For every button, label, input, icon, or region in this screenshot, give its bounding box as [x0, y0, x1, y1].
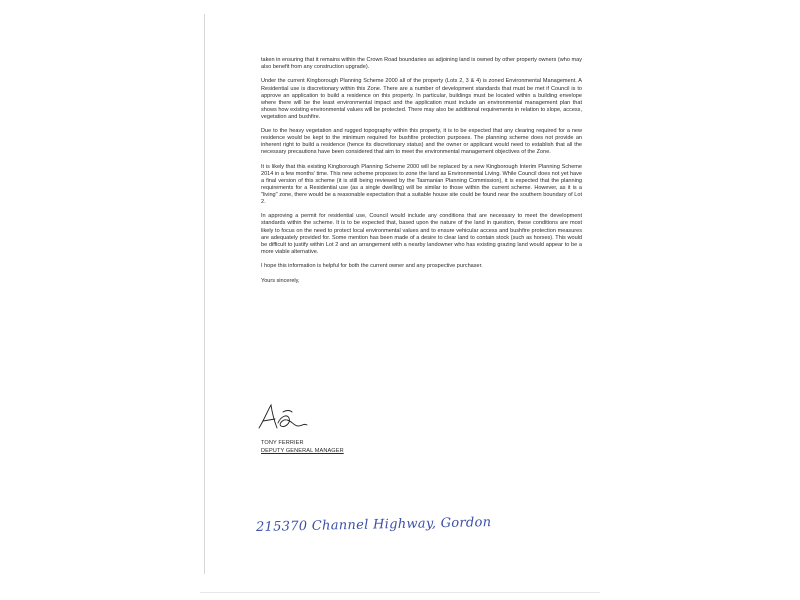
paragraph-vegetation: Due to the heavy vegetation and rugged topography within this property, it is to be expected that any clearing required for a new residence would be kept to the minimum required for bushfire protection purposes. The planning scheme does not provide an inherent right to build a residence (hence its discretionary status) and the owner or applicant would need to establish that all the necessary precautions have been considered that aim to meet the environmental management objectives of the Zone.: [261, 128, 582, 156]
paragraph-closing: I hope this information is helpful for both the current owner and any prospective purchaser.: [261, 263, 483, 270]
paragraph-current-scheme: Under the current Kingborough Planning Scheme 2000 all of the property (Lots 2, 3 & 4) is zoned Environmental Management. A Residential use is discretionary within this Zone. There are a number of development standards that must be met if Council is to approve an application to build a residence on this property. In particular, buildings must be located within a building envelope where there will be the least environmental impact and the application must include an environmental management plan that shows how existing environmental values will be protected. There may also be additional requirements in relation to slope, access, vegetation and bushfire.: [261, 78, 582, 120]
page-edge-bottom: [200, 592, 600, 593]
handwritten-signature: [256, 402, 312, 432]
paragraph-permit-conditions: In approving a permit for residential use, Council would include any conditions that are necessary to meet the development standards within the scheme. It is to be expected that, based upon the nature of the land in question, these conditions are most likely to focus on the need to protect local environmental values and to ensure vehicular access and bushfire protection measures are adequately provided for. Some mention has been made of a desire to clear land to contain stock (such as horses). This would be difficult to justify within Lot 2 and an arrangement with a nearby landowner who has existing grazing land would appear to be a more viable alternative.: [261, 213, 582, 255]
page-edge-left: [204, 14, 205, 574]
paragraph-crown-road: taken in ensuring that it remains within the Crown Road boundaries as adjoining land is owned by other property owners (who may also benefit from any construction upgrade).: [261, 57, 582, 71]
letter-body: [261, 57, 582, 292]
paragraph-interim-scheme: It is likely that this existing Kingborough Planning Scheme 2000 will be replaced by a new Kingborough Interim Planning Scheme 2014 in a few months' time. This new scheme proposes to zone the land as Environmental Living. While Council does not yet have a final version of this scheme (it is still being reviewed by the Tasmanian Planning Commission), it is expected that the planning requirements for a Residential use (as a single dwelling) will be similar to those within the current scheme. However, as it is a "living" zone, there would be a reasonable expectation that a suitable house site could be found near the southern boundary of Lot 2.: [261, 163, 582, 205]
valediction: Yours sincerely,: [261, 277, 300, 284]
signatory-title: DEPUTY GENERAL MANAGER: [261, 448, 344, 454]
handwritten-address-note: 215370 Channel Highway, Gordon: [255, 515, 492, 535]
signatory-name: TONY FERRIER: [261, 440, 304, 446]
